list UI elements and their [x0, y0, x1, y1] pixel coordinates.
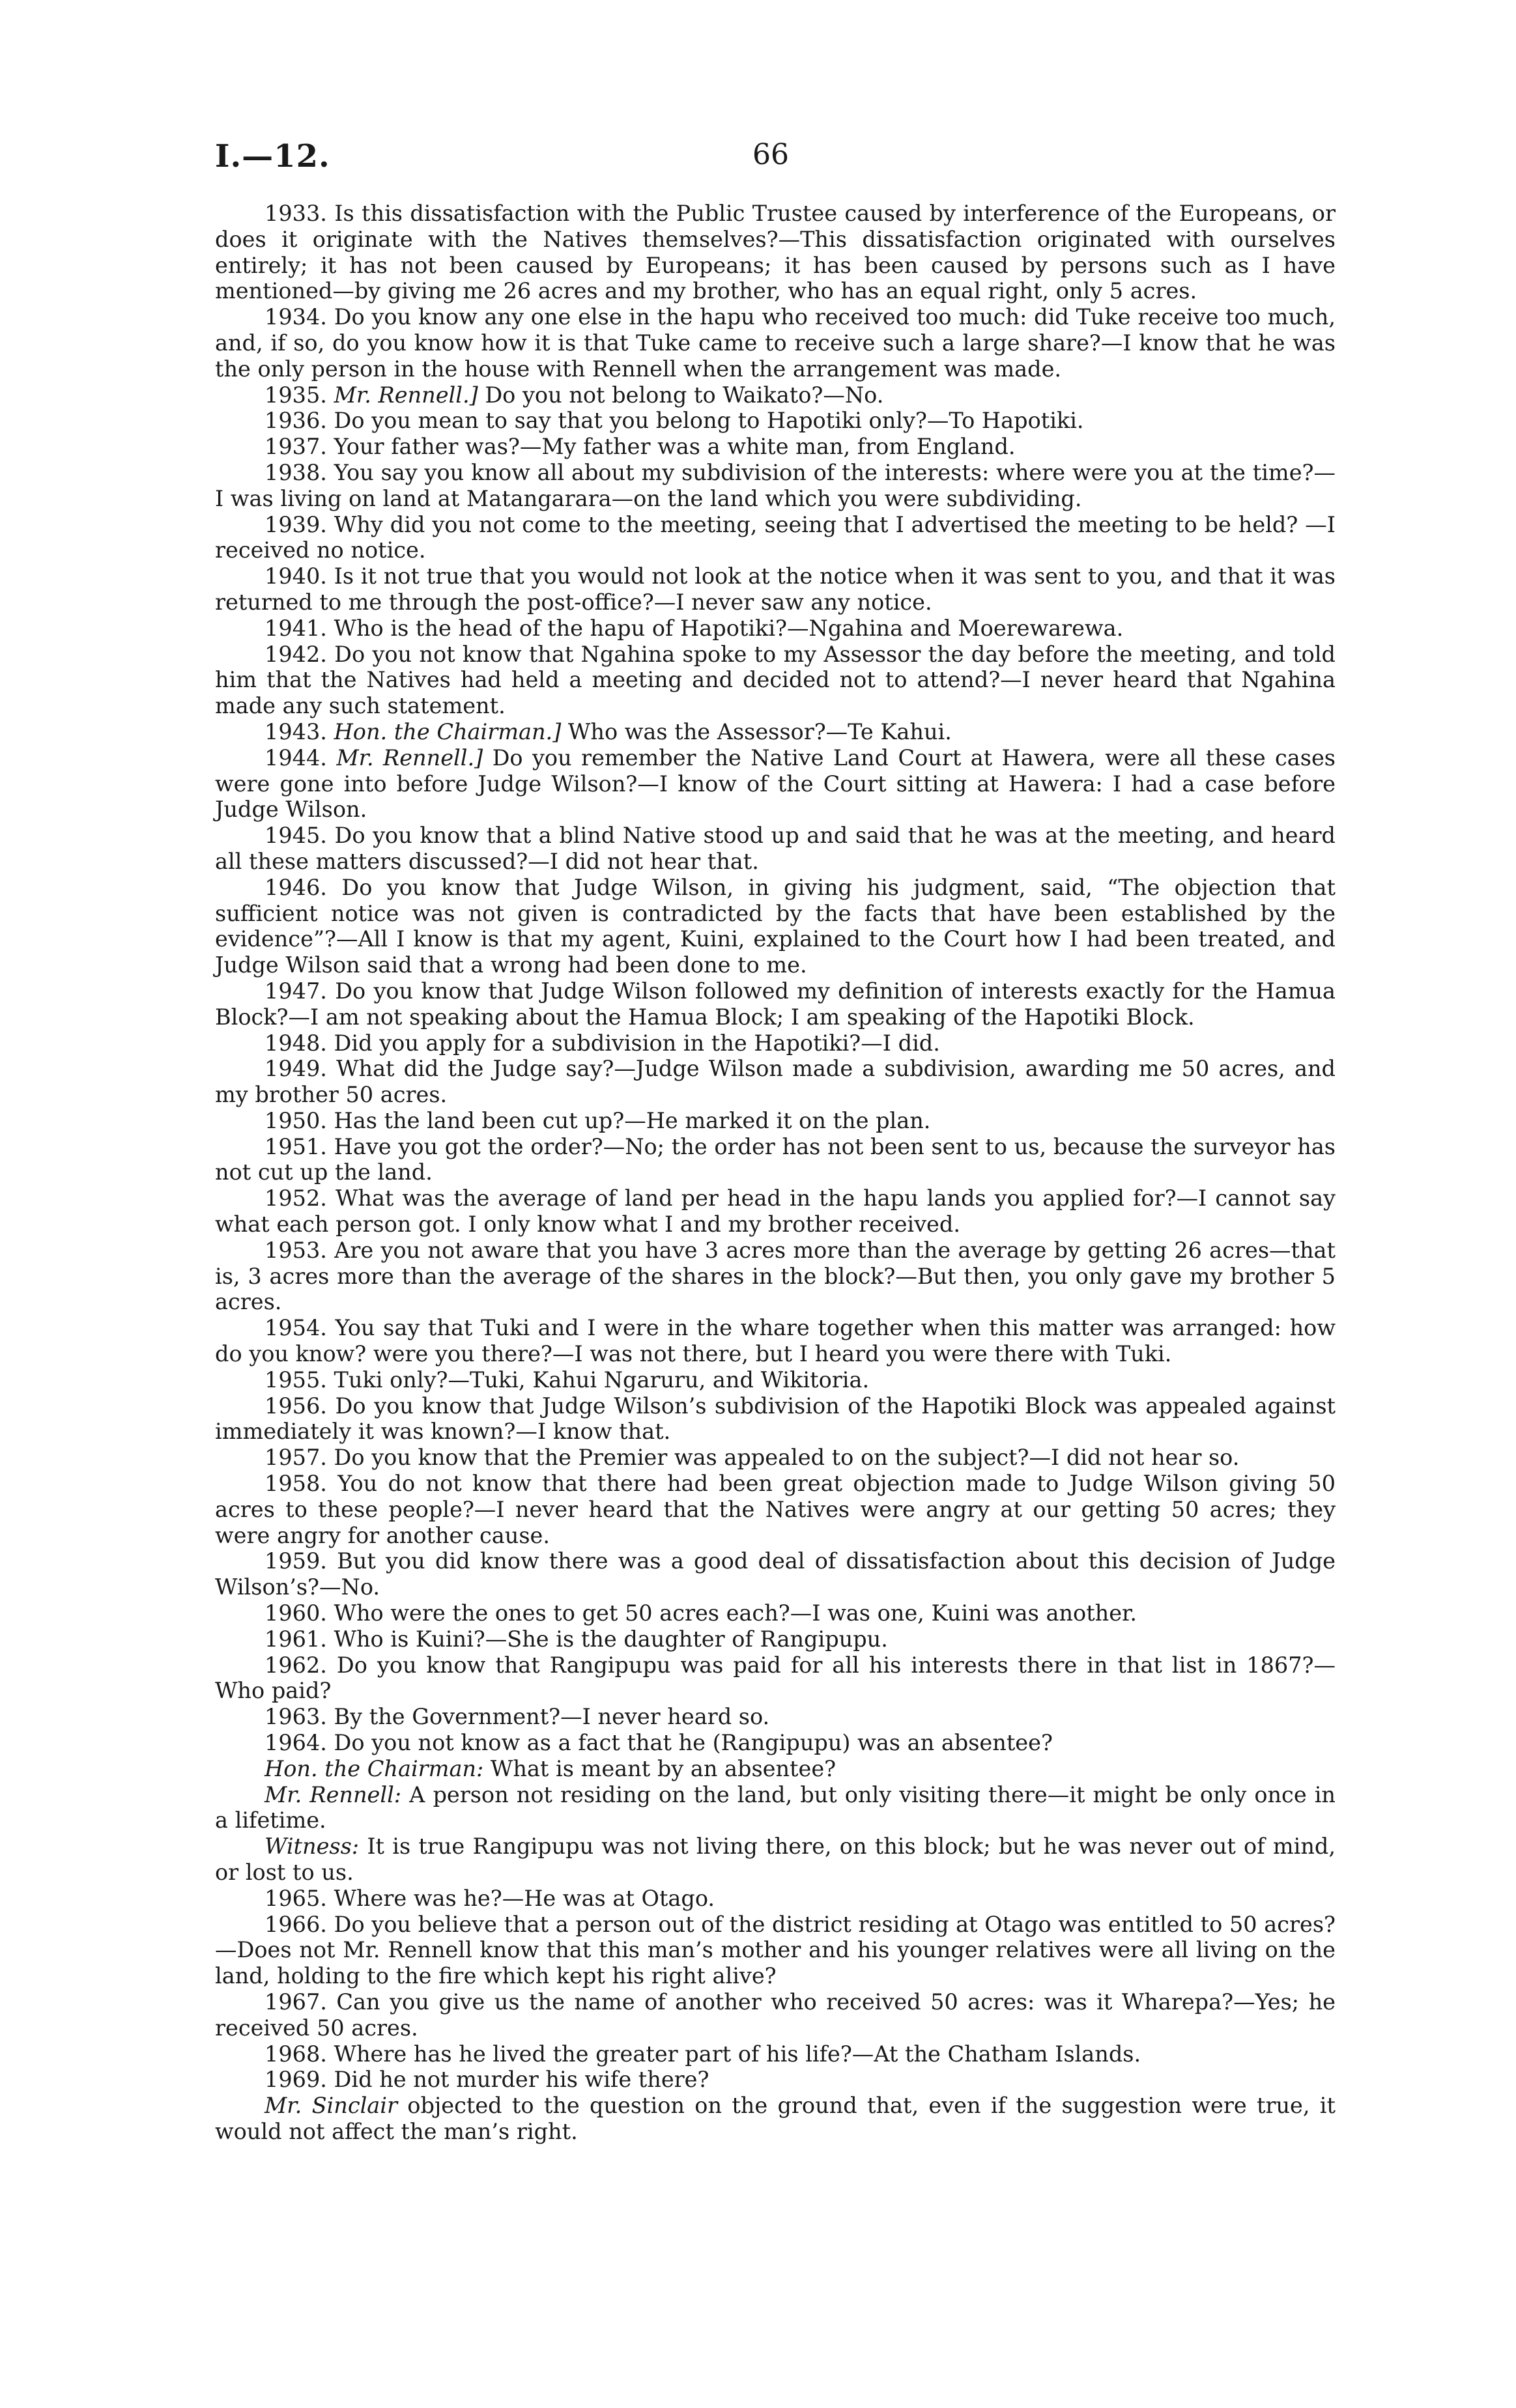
testimony-paragraph — [215, 1030, 1336, 1056]
testimony-paragraph — [215, 1445, 1336, 1471]
speaker-name: Mr. Sinclair — [265, 2093, 397, 2119]
paragraph-text: 1961. Who is Kuini?—She is the daughter of Rangipupu. — [265, 1626, 888, 1652]
paragraph-text: 1946. Do you know that Judge Wilson, in giving his judgment, said, “The objection that sufficient notice was not given is contradicted by the facts that have been established by the evidence”?—All I know is that my agent, Kuini, explained to the Court how I had been treated, and Judge Wilson said that a wrong had been done to me. — [215, 874, 1336, 978]
testimony-paragraph — [215, 1185, 1336, 1238]
paragraph-text: 1958. You do not know that there had been great objection made to Judge Wilson giving 50 acres to these people?—I never heard that the Natives were angry at our getting 50 acres; they were angry for another cause. — [215, 1471, 1336, 1548]
paragraph-text: 1941. Who is the head of the hapu of Hapotiki?—Ngahina and Moerewarewa. — [265, 615, 1124, 641]
paragraph-text: 1952. What was the average of land per head in the hapu lands you applied for?—I cannot say what each person got. I only know what I and my brother received. — [215, 1185, 1336, 1238]
testimony-paragraph — [215, 745, 1336, 823]
paragraph-text: 1937. Your father was?—My father was a white man, from England. — [265, 434, 1016, 460]
speaker-name: Hon. the Chairman: — [265, 1755, 484, 1781]
page-header — [215, 138, 1336, 177]
testimony-paragraph — [215, 1238, 1336, 1315]
page-number: 66 — [752, 138, 789, 171]
paragraph-text: 1956. Do you know that Judge Wilson’s subdivision of the Hapotiki Block was appealed against immediately it was known?—I know that. — [215, 1393, 1336, 1445]
paragraph-text: 1959. But you did know there was a good deal of dissatisfaction about this decision of Judge Wilson’s?—No. — [215, 1548, 1336, 1600]
paragraph-text: 1957. Do you know that the Premier was appealed to on the subject?—I did not hear so. — [265, 1445, 1240, 1471]
paragraph-text: 1934. Do you know any one else in the hapu who received too much: did Tuke receive too much, and, if so, do you know how it is that Tuke came to receive such a large share?—I know that he was the only person in the house with Rennell when the arrangement was made. — [215, 304, 1336, 382]
testimony-paragraph — [215, 1886, 1336, 1912]
testimony-paragraph — [215, 1704, 1336, 1730]
paragraph-text: Who was the Assessor?—Te Kahui. — [561, 718, 952, 744]
testimony-paragraph — [215, 2041, 1336, 2067]
testimony-body — [215, 201, 1336, 2145]
paragraph-text: 1966. Do you believe that a person out of the district residing at Otago was entitled to 50 acres?—Does not Mr. Rennell know that this man’s mother and his younger relatives were all living on the land, holding to the fire which kept his right alive? — [215, 1911, 1336, 1989]
testimony-paragraph — [215, 1782, 1336, 1834]
testimony-paragraph — [215, 642, 1336, 719]
paragraph-text: 1938. You say you know all about my subdivision of the interests: where were you at the time?—I was living on land at Matangarara—on the land which you were subdividing. — [215, 459, 1336, 511]
testimony-paragraph — [215, 1056, 1336, 1108]
testimony-paragraph — [215, 875, 1336, 978]
paragraph-text: 1967. Can you give us the name of another who received 50 acres: was it Wharepa?—Yes; he received 50 acres. — [215, 1989, 1336, 2041]
speaker-name: Mr. Rennell: — [265, 1781, 402, 1807]
testimony-paragraph — [215, 382, 1336, 408]
paragraph-text: 1960. Who were the ones to get 50 acres each?—I was one, Kuini was another. — [265, 1600, 1137, 1626]
paragraph-text: 1951. Have you got the order?—No; the order has not been sent to us, because the surveyor has not cut up the land. — [215, 1133, 1336, 1185]
testimony-paragraph — [215, 719, 1336, 745]
testimony-paragraph — [215, 1134, 1336, 1186]
speaker-name: Hon. the Chairman.] — [334, 718, 562, 744]
testimony-paragraph — [215, 512, 1336, 564]
question-number: 1943. — [265, 718, 334, 744]
paragraph-text: 1948. Did you apply for a subdivision in the Hapotiki?—I did. — [265, 1030, 940, 1056]
testimony-paragraph — [215, 563, 1336, 616]
testimony-paragraph — [215, 201, 1336, 304]
testimony-paragraph — [215, 1108, 1336, 1134]
testimony-paragraph — [215, 1730, 1336, 1756]
paragraph-text: 1939. Why did you not come to the meeting, seeing that I advertised the meeting to be held? —I received no notice. — [215, 511, 1336, 563]
testimony-paragraph — [215, 2093, 1336, 2145]
paragraph-text: 1963. By the Government?—I never heard so. — [265, 1704, 770, 1730]
paragraph-text: It is true Rangipupu was not living there, on this block; but he was never out of mind, or lost to us. — [215, 1834, 1336, 1885]
paragraph-text: 1955. Tuki only?—Tuki, Kahui Ngaruru, and Wikitoria. — [265, 1367, 870, 1393]
paragraph-text: objected to the question on the ground that, even if the suggestion were true, it would not affect the man’s right. — [215, 2093, 1336, 2144]
testimony-paragraph — [215, 1471, 1336, 1548]
question-number: 1935. — [265, 382, 334, 408]
paragraph-text: 1954. You say that Tuki and I were in the whare together when this matter was arranged: how do you know? were you there?—I was not there, but I heard you were there with Tuki. — [215, 1315, 1336, 1367]
testimony-paragraph — [215, 1548, 1336, 1600]
paragraph-text: 1933. Is this dissatisfaction with the Public Trustee caused by interference of the Europeans, or does it originate with the Natives themselves?—This dissatisfaction originated with ourselves entirely; it has not been caused by Europeans; it has been caused by persons such as I have mentioned—by giving me 26 acres and my brother, who has an equal right, only 5 acres. — [215, 201, 1336, 304]
testimony-paragraph — [215, 1652, 1336, 1705]
testimony-paragraph — [215, 1626, 1336, 1652]
testimony-paragraph — [215, 1600, 1336, 1626]
paragraph-text: 1969. Did he not murder his wife there? — [265, 2067, 709, 2093]
paragraph-text: Do you not belong to Waikato?—No. — [478, 382, 884, 408]
testimony-paragraph — [215, 978, 1336, 1030]
paragraph-text: 1942. Do you not know that Ngahina spoke to my Assessor the day before the meeting, and told him that the Natives had held a meeting and decided not to attend?—I never heard that Ngahina made any such statement. — [215, 641, 1336, 719]
paragraph-text: 1936. Do you mean to say that you belong to Hapotiki only?—To Hapotiki. — [265, 408, 1084, 434]
paragraph-text: A person not residing on the land, but only visiting there—it might be only once in a lifetime. — [215, 1781, 1336, 1834]
paragraph-text: What is meant by an absentee? — [483, 1755, 837, 1781]
testimony-paragraph — [215, 1367, 1336, 1393]
testimony-paragraph — [215, 1393, 1336, 1445]
paragraph-text: 1953. Are you not aware that you have 3 acres more than the average by getting 26 acres—that is, 3 acres more than the average of the shares in the block?—But then, you only gave my brother 5 acres. — [215, 1237, 1336, 1315]
testimony-paragraph — [215, 1834, 1336, 1886]
testimony-paragraph — [215, 2067, 1336, 2093]
testimony-paragraph — [215, 1989, 1336, 2041]
paragraph-text: 1962. Do you know that Rangipupu was paid for all his interests there in that list in 1867?—Who paid? — [215, 1652, 1336, 1704]
paragraph-text: 1947. Do you know that Judge Wilson followed my definition of interests exactly for the Hamua Block?—I am not speaking about the Hamua Block; I am speaking of the Hapotiki Block. — [215, 978, 1336, 1030]
speaker-name: Mr. Rennell.] — [334, 382, 478, 408]
testimony-paragraph — [215, 823, 1336, 875]
testimony-paragraph — [215, 1912, 1336, 1989]
testimony-paragraph — [215, 1756, 1336, 1782]
speaker-name: Mr. Rennell.] — [336, 744, 483, 771]
testimony-paragraph — [215, 1315, 1336, 1367]
testimony-paragraph — [215, 304, 1336, 382]
speaker-name: Witness: — [265, 1834, 360, 1860]
paragraph-text: 1968. Where has he lived the greater part of his life?—At the Chatham Islands. — [265, 2041, 1141, 2067]
paragraph-text: 1949. What did the Judge say?—Judge Wilson made a subdivision, awarding me 50 acres, and my brother 50 acres. — [215, 1056, 1336, 1108]
document-reference: I.—12. — [215, 138, 330, 175]
paragraph-text: 1950. Has the land been cut up?—He marked it on the plan. — [265, 1107, 931, 1133]
paragraph-text: 1945. Do you know that a blind Native stood up and said that he was at the meeting, and heard all these matters discussed?—I did not hear that. — [215, 823, 1336, 874]
paragraph-text: 1965. Where was he?—He was at Otago. — [265, 1885, 715, 1911]
paragraph-text: Do you remember the Native Land Court at Hawera, were all these cases were gone into before Judge Wilson?—I know of the Court sitting at Hawera: I had a case before Judge Wilson. — [215, 744, 1336, 823]
testimony-paragraph — [215, 434, 1336, 460]
testimony-paragraph — [215, 616, 1336, 642]
testimony-paragraph — [215, 408, 1336, 434]
testimony-paragraph — [215, 460, 1336, 512]
paragraph-text: 1940. Is it not true that you would not look at the notice when it was sent to you, and that it was returned to me through the post-office?—I never saw any notice. — [215, 563, 1336, 615]
paragraph-text: 1964. Do you not know as a fact that he (Rangipupu) was an absentee? — [265, 1730, 1053, 1756]
question-number: 1944. — [265, 744, 337, 771]
